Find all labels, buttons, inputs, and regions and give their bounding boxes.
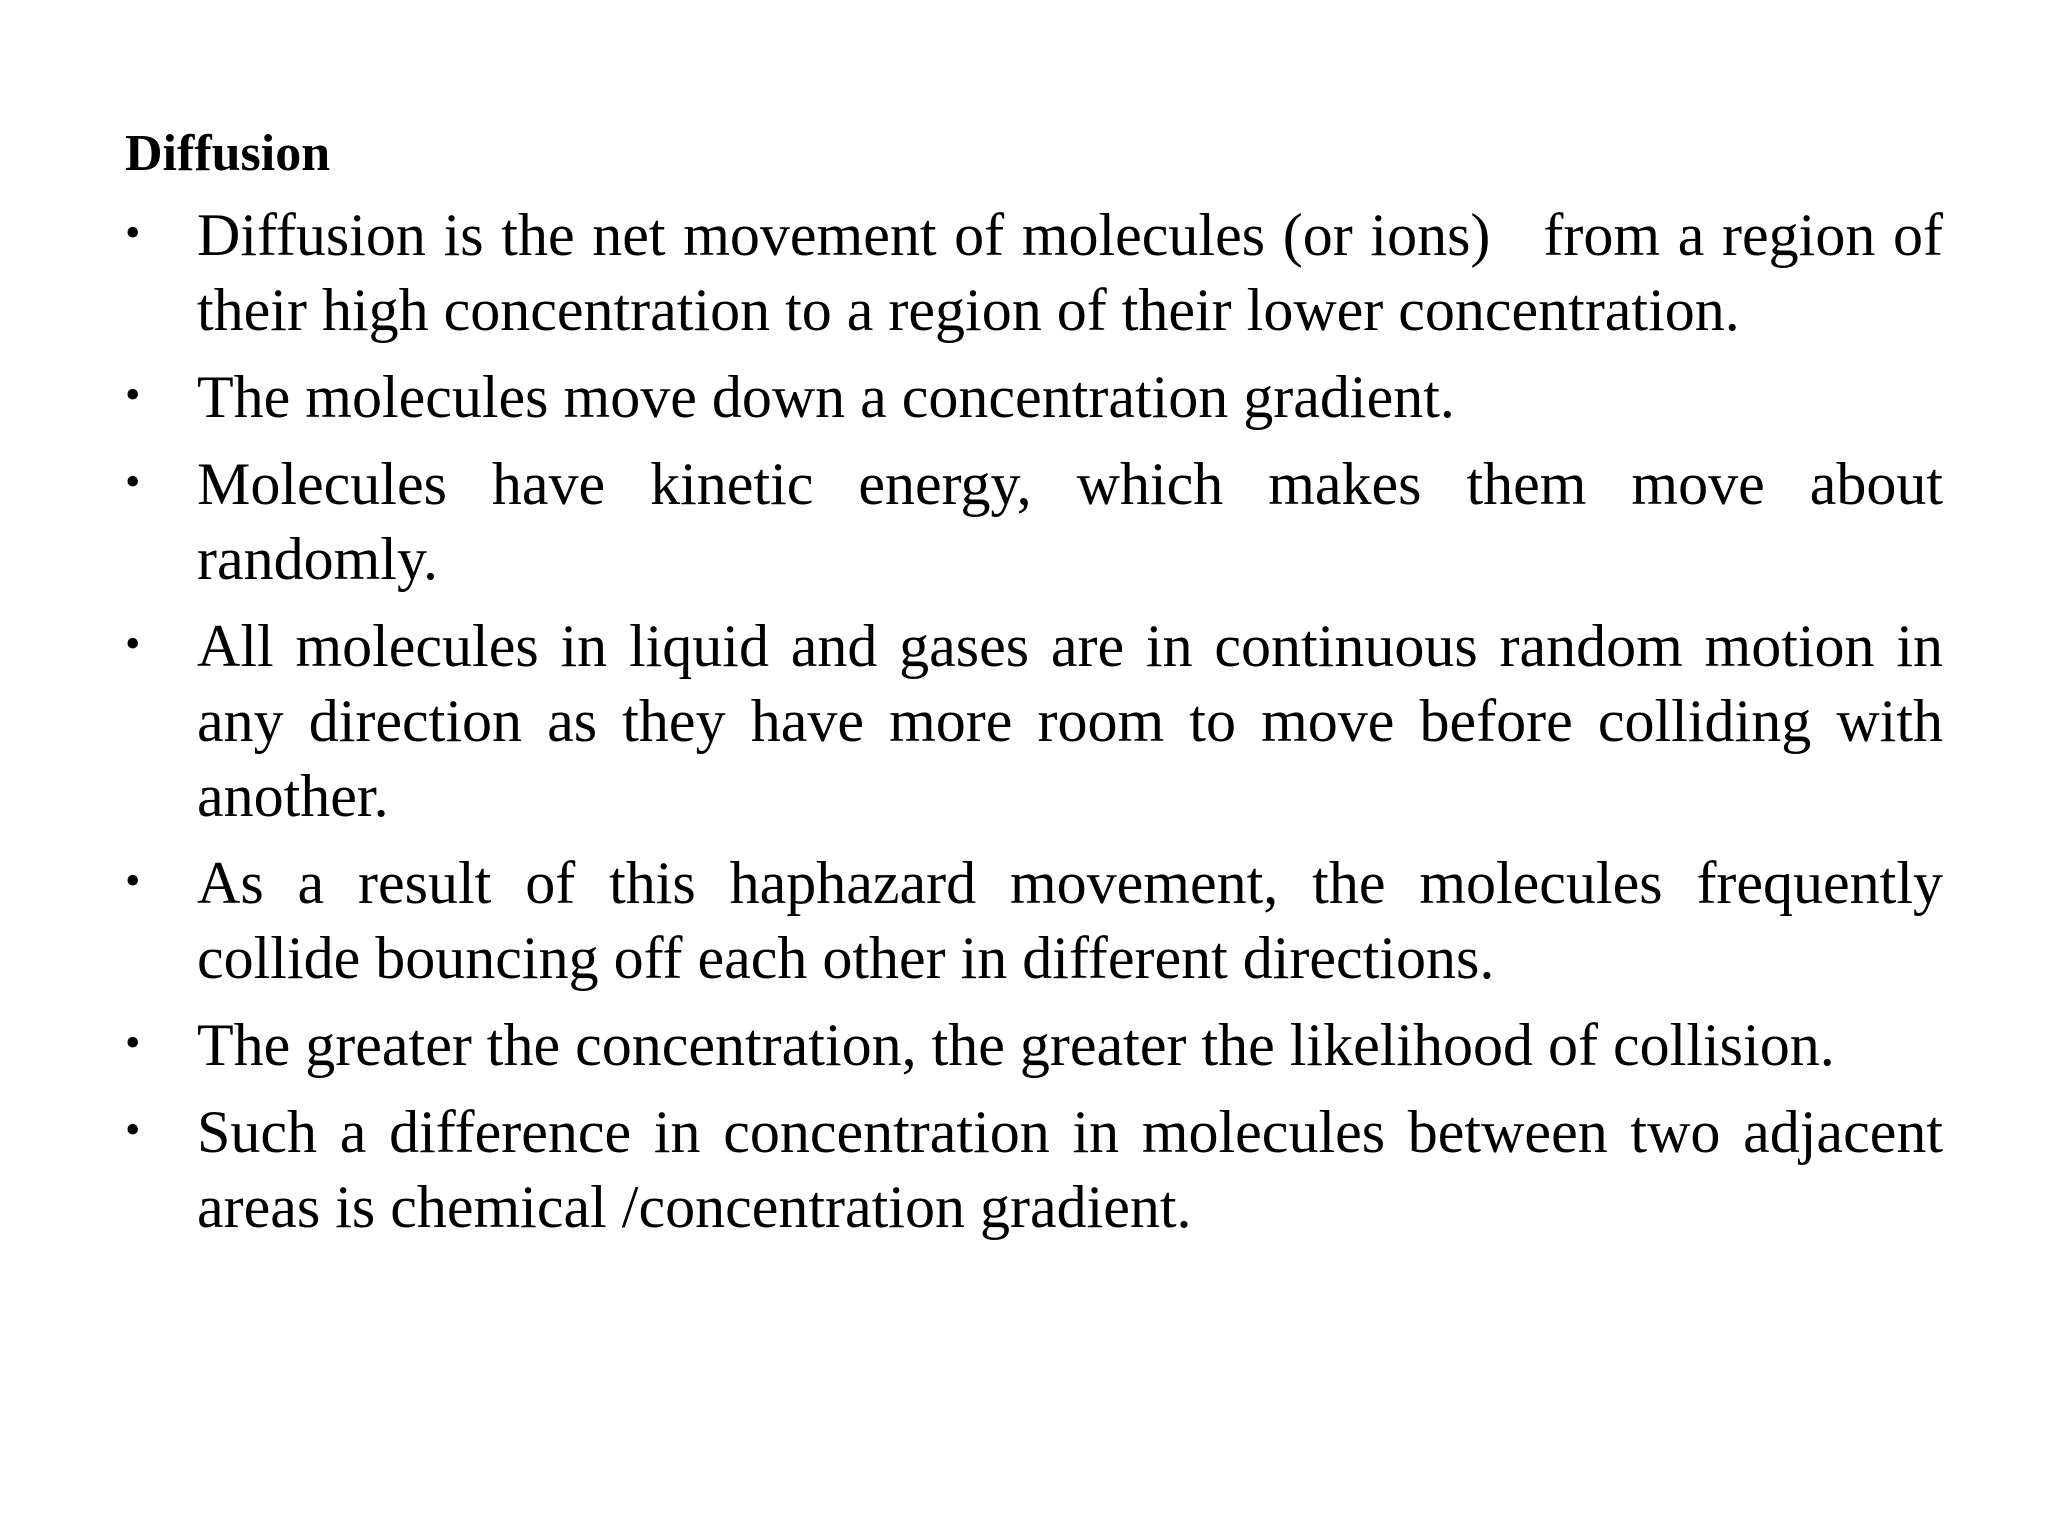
bullet-item — [125, 1008, 1943, 1083]
bullet-icon: • — [125, 208, 141, 257]
bullet-text: Such a difference in concentration in molecules between two adjacent areas is chemical /concentration gradient. — [197, 1099, 1943, 1240]
bullet-text: The molecules move down a concentration gradient. — [197, 364, 1455, 430]
bullet-text: All molecules in liquid and gases are in continuous random motion in any direction as they have more room to move before colliding with another. — [197, 613, 1943, 829]
bullet-text: Diffusion is the net movement of molecules (or ions) from a region of their high concentration to a region of their lower concentration. — [197, 202, 1958, 343]
slide-title: Diffusion — [125, 125, 331, 182]
bullet-item — [125, 1095, 1943, 1245]
bullet-icon: • — [125, 619, 141, 668]
bullet-item — [125, 846, 1943, 996]
bullet-item — [125, 447, 1943, 597]
bullet-icon: • — [125, 370, 141, 419]
bullet-item — [125, 198, 1958, 348]
bullet-list — [125, 198, 1958, 1257]
bullet-icon: • — [125, 1105, 141, 1154]
bullet-text: The greater the concentration, the greater the likelihood of collision. — [197, 1012, 1835, 1078]
bullet-text: Molecules have kinetic energy, which makes them move about randomly. — [197, 451, 1943, 592]
bullet-text: As a result of this haphazard movement, the molecules frequently collide bouncing off each other in different directions. — [197, 850, 1943, 991]
bullet-icon: • — [125, 1018, 141, 1067]
bullet-item — [125, 609, 1943, 834]
bullet-icon: • — [125, 457, 141, 506]
bullet-icon: • — [125, 856, 141, 905]
bullet-item — [125, 360, 1943, 435]
